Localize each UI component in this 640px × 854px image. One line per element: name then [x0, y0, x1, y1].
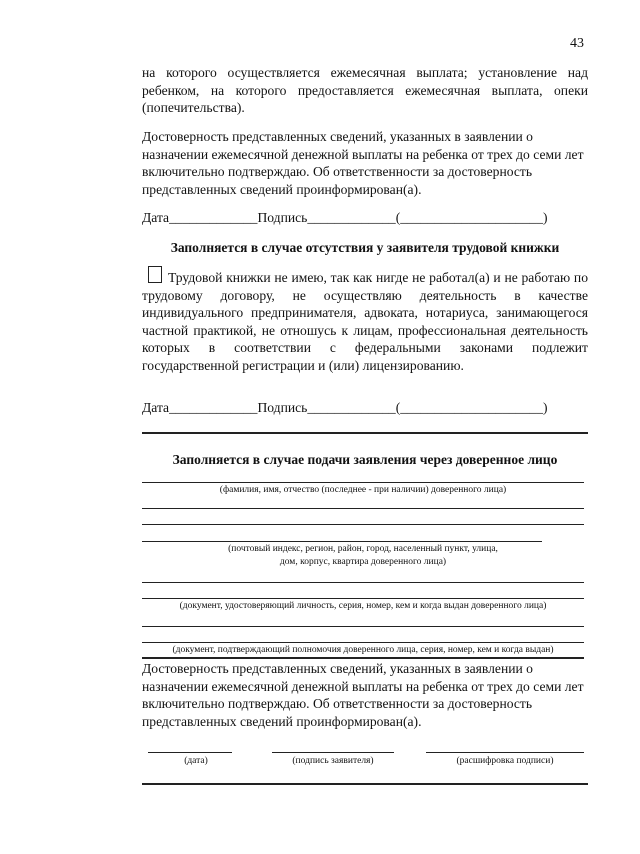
heading-proxy: Заполняется в случае подачи заявления через доверенное лицо: [172, 452, 558, 467]
address-line-2[interactable]: [142, 524, 584, 525]
caption-decoding: (расшифровка подписи): [456, 756, 554, 766]
heading-no-workbook: Заполняется в случае отсутствия у заявителя трудовой книжки: [170, 240, 560, 255]
caption-id-document: (документ, удостоверяющий личность, серия, номер, кем и когда выдан доверенного лица): [179, 601, 547, 611]
page-number: 43: [570, 36, 584, 51]
caption-address-2: дом, корпус, квартира доверенного лица): [279, 557, 447, 567]
decoding-line[interactable]: [426, 752, 584, 753]
caption-signature: (подпись заявителя): [292, 756, 374, 766]
signature-line[interactable]: [272, 752, 394, 753]
section-divider: [142, 432, 588, 434]
proxy-section-divider: [142, 657, 584, 659]
paragraph-confirmation: Достоверность представленных сведений, указанных в заявлении о назначении ежемесячной денежной выплаты на ребенка от трех до семи лет включительно подтверждаю. Об ответственности за достоверность представленных сведений проинформирован(а).: [142, 129, 584, 197]
power-doc-line-1[interactable]: [142, 626, 584, 627]
signature-line-date-2: Дата_____________Подпись_____________(_____________________): [142, 400, 548, 415]
paragraph-confirmation-2: Достоверность представленных сведений, указанных в заявлении о назначении ежемесячной денежной выплаты на ребенка от трех до семи лет включительно подтверждаю. Об ответственности за достоверность представленных сведений проинформирован(а).: [142, 661, 584, 729]
bottom-divider: [142, 783, 588, 785]
caption-proxy-name: (фамилия, имя, отчество (последнее - при наличии) доверенного лица): [219, 485, 507, 495]
caption-address-1: (почтовый индекс, регион, район, город, населенный пункт, улица,: [228, 544, 498, 554]
signature-line-date: Дата_____________Подпись_____________(_____________________): [142, 210, 548, 225]
paragraph-no-workbook: Трудовой книжки не имею, так как нигде не работал(а) и не работаю по трудовому договору, не осуществляю деятельность в качестве индивидуального предпринимателя, адвоката, нотариуса, занимающегося частной практикой, не отношусь к лицам, профессиональная деятельность которых в соответствии с федеральными законами подлежит государственной регистрации и (или) лицензированию.: [142, 270, 588, 373]
caption-date: (дата): [184, 756, 208, 766]
date-line[interactable]: [148, 752, 232, 753]
address-line-1[interactable]: [142, 508, 584, 509]
paragraph-guardianship: на которого осуществляется ежемесячная выплата; установление над ребенком, на которого предоставляется ежемесячная выплата, опеки (попечительства).: [142, 65, 588, 115]
id-doc-line-1[interactable]: [142, 582, 584, 583]
caption-power-document: (документ, подтверждающий полномочия доверенного лица, серия, номер, кем и когда выдан): [172, 645, 554, 655]
